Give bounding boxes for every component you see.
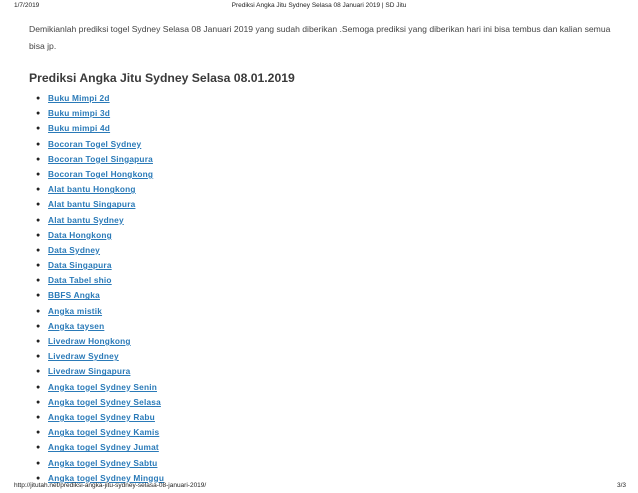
bullet-icon: ● bbox=[36, 474, 41, 482]
bullet-icon: ● bbox=[36, 170, 41, 178]
bullet-icon: ● bbox=[36, 95, 41, 102]
bullet-icon: ● bbox=[36, 155, 41, 163]
link-data-tabel-shio[interactable]: Data Tabel shio bbox=[48, 275, 112, 286]
list-item bbox=[36, 380, 619, 395]
list-item bbox=[36, 167, 619, 182]
link-angka-togel-sydney-jumat[interactable]: Angka togel Sydney Jumat bbox=[48, 442, 159, 453]
list-item bbox=[36, 121, 619, 136]
bullet-icon: ● bbox=[36, 262, 41, 270]
print-title: Prediksi Angka Jitu Sydney Selasa 08 Januari 2019 | SD Jitu bbox=[231, 2, 407, 9]
link-bocoran-togel-sydney[interactable]: Bocoran Togel Sydney bbox=[48, 138, 142, 149]
list-item bbox=[36, 152, 619, 167]
bullet-icon: ● bbox=[36, 398, 41, 406]
link-livedraw-sydney[interactable]: Livedraw Sydney bbox=[48, 351, 119, 362]
bullet-icon: ● bbox=[36, 140, 41, 148]
list-item bbox=[36, 304, 619, 319]
link-data-hongkong[interactable]: Data Hongkong bbox=[48, 229, 112, 240]
link-angka-togel-sydney-senin[interactable]: Angka togel Sydney Senin bbox=[48, 381, 157, 392]
bullet-icon: ● bbox=[36, 459, 41, 467]
list-item bbox=[36, 91, 619, 106]
page-number: 3/3 bbox=[616, 482, 626, 489]
link-bocoran-togel-singapura[interactable]: Bocoran Togel Singapura bbox=[48, 153, 153, 164]
link-data-sydney[interactable]: Data Sydney bbox=[48, 244, 101, 255]
list-item bbox=[36, 182, 619, 197]
list-item bbox=[36, 288, 619, 303]
list-item bbox=[36, 273, 619, 288]
link-livedraw-hongkong[interactable]: Livedraw Hongkong bbox=[48, 336, 131, 346]
list-item bbox=[36, 213, 619, 228]
bullet-icon: ● bbox=[36, 292, 41, 300]
link-alat-bantu-sydney[interactable]: Alat bantu Sydney bbox=[48, 214, 124, 225]
bullet-icon: ● bbox=[36, 413, 41, 421]
bullet-icon: ● bbox=[36, 429, 41, 437]
link-buku-mimpi-3d[interactable]: Buku mimpi 3d bbox=[48, 108, 111, 119]
link-angka-mistik[interactable]: Angka mistik bbox=[48, 305, 103, 316]
list-item bbox=[36, 243, 619, 258]
link-angka-togel-sydney-rabu[interactable]: Angka togel Sydney Rabu bbox=[48, 411, 155, 422]
link-list bbox=[29, 91, 619, 486]
list-item bbox=[36, 334, 619, 349]
print-footer bbox=[0, 482, 638, 492]
link-bocoran-togel-hongkong[interactable]: Bocoran Togel Hongkong bbox=[48, 168, 154, 179]
bullet-icon: ● bbox=[36, 322, 41, 330]
list-item bbox=[36, 137, 619, 152]
link-data-singapura[interactable]: Data Singapura bbox=[48, 260, 112, 271]
list-item bbox=[36, 106, 619, 121]
print-url: http://jitutah.net/prediksi-angka-jitu-sydney-selasa-08-januari-2019/ bbox=[14, 482, 207, 489]
bullet-icon: ● bbox=[36, 277, 41, 285]
bullet-icon: ● bbox=[36, 125, 41, 133]
bullet-icon: ● bbox=[36, 231, 41, 239]
bullet-icon: ● bbox=[36, 246, 41, 254]
list-item bbox=[36, 410, 619, 425]
bullet-icon: ● bbox=[36, 368, 41, 376]
list-item bbox=[36, 364, 619, 379]
list-item bbox=[36, 319, 619, 334]
intro-paragraph: Demikianlah prediksi togel Sydney Selasa 08 Januari 2019 yang sudah diberikan .Semoga prediksi yang diberikan hari ini bisa tembus dan kalian semua bisa jp. bbox=[29, 24, 611, 51]
link-buku-mimpi-4d[interactable]: Buku mimpi 4d bbox=[48, 123, 111, 134]
link-angka-togel-sydney-sabtu[interactable]: Angka togel Sydney Sabtu bbox=[48, 457, 158, 468]
bullet-icon: ● bbox=[36, 444, 41, 452]
link-angka-togel-sydney-kamis[interactable]: Angka togel Sydney Kamis bbox=[48, 427, 160, 438]
bullet-icon: ● bbox=[36, 383, 41, 391]
bullet-icon: ● bbox=[36, 110, 41, 118]
link-alat-bantu-singapura[interactable]: Alat bantu Singapura bbox=[48, 199, 136, 210]
link-angka-togel-sydney-selasa[interactable]: Angka togel Sydney Selasa bbox=[48, 396, 161, 407]
section-heading: Prediksi Angka Jitu Sydney Selasa 08.01.2019 bbox=[29, 71, 295, 85]
bullet-icon: ● bbox=[36, 216, 41, 224]
print-date: 1/7/2019 bbox=[14, 2, 40, 9]
link-bbfs-angka[interactable]: BBFS Angka bbox=[48, 290, 100, 301]
list-item bbox=[36, 197, 619, 212]
print-header bbox=[0, 2, 638, 12]
link-angka-taysen[interactable]: Angka taysen bbox=[48, 320, 105, 331]
bullet-icon: ● bbox=[36, 307, 41, 315]
article-content bbox=[29, 21, 619, 486]
link-buku-mimpi-2d[interactable]: Buku Mimpi 2d bbox=[48, 93, 110, 103]
list-item bbox=[36, 440, 619, 455]
list-item bbox=[36, 425, 619, 440]
list-item bbox=[36, 228, 619, 243]
list-item bbox=[36, 456, 619, 471]
link-livedraw-singapura[interactable]: Livedraw Singapura bbox=[48, 366, 131, 377]
list-item bbox=[36, 258, 619, 273]
link-alat-bantu-hongkong[interactable]: Alat bantu Hongkong bbox=[48, 184, 136, 195]
bullet-icon: ● bbox=[36, 186, 41, 194]
list-item bbox=[36, 349, 619, 364]
list-item bbox=[36, 395, 619, 410]
link-angka-togel-sydney-minggu[interactable]: Angka togel Sydney Minggu bbox=[48, 472, 165, 483]
bullet-icon: ● bbox=[36, 338, 41, 345]
bullet-icon: ● bbox=[36, 201, 41, 209]
bullet-icon: ● bbox=[36, 353, 41, 361]
